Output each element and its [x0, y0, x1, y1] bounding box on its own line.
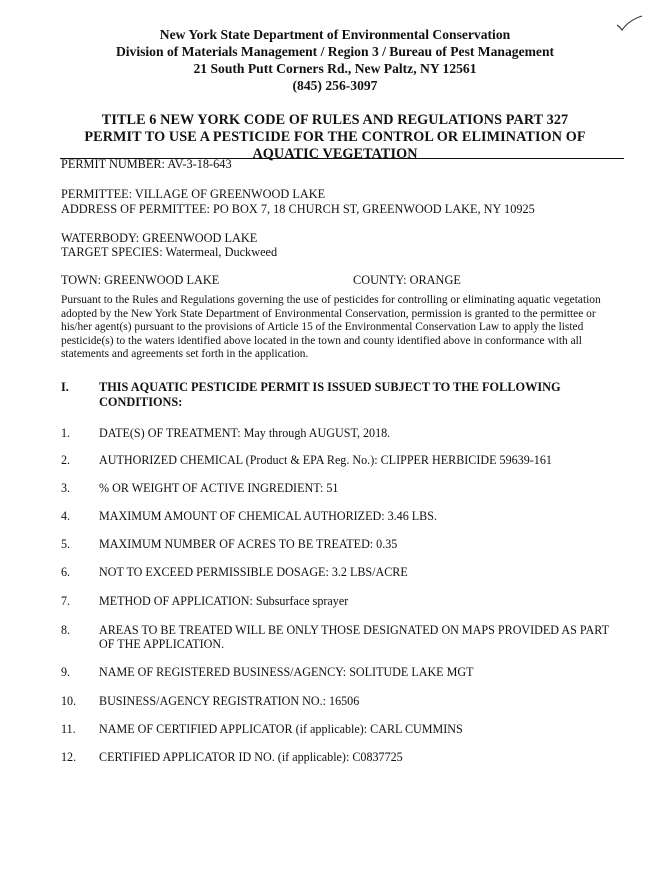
town: TOWN: GREENWOOD LAKE	[61, 273, 220, 287]
condition-number: 1.	[61, 426, 71, 440]
condition-text: MAXIMUM AMOUNT OF CHEMICAL AUTHORIZED: 3.46 LBS.	[99, 509, 437, 523]
header-line-phone: (845) 256-3097	[292, 78, 378, 93]
permit-number: PERMIT NUMBER: AV-3-18-643	[61, 157, 232, 171]
title-line-regulation: TITLE 6 NEW YORK CODE OF RULES AND REGULATIONS PART 327	[101, 112, 569, 128]
condition-text: NAME OF REGISTERED BUSINESS/AGENCY: SOLITUDE LAKE MGT	[99, 665, 474, 679]
condition-text: DATE(S) OF TREATMENT: May through AUGUST, 2018.	[99, 426, 391, 440]
condition-number: 7.	[61, 594, 71, 608]
condition-number: 11.	[61, 722, 76, 736]
header-line-division: Division of Materials Management / Region 3 / Bureau of Pest Management	[115, 44, 555, 59]
target-species: TARGET SPECIES: Watermeal, Duckweed	[61, 245, 278, 259]
condition-number: 6.	[61, 565, 71, 579]
agency-header	[40, 26, 630, 94]
title-line-vegetation: AQUATIC VEGETATION	[252, 146, 418, 162]
permittee-address: ADDRESS OF PERMITTEE: PO BOX 7, 18 CHURCH ST, GREENWOOD LAKE, NY 10925	[61, 202, 535, 216]
authorization-paragraph: Pursuant to the Rules and Regulations governing the use of pesticides for controlling or eliminating aquatic vegetation adopted by the New York State Department of Environmental Conservation, permission is granted to the permittee or his/her agent(s) pursuant to the provisions of Article 15 of the Environmental Conservation Law to apply the listed pesticide(s) to the waters identified above located in the town and county identified above in conformance with all statements and agreements set forth in the application.	[61, 294, 601, 361]
header-line-address: 21 South Putt Corners Rd., New Paltz, NY 12561	[193, 61, 477, 76]
condition-number: 4.	[61, 509, 71, 523]
condition-number: 10.	[61, 694, 77, 708]
section-heading: THIS AQUATIC PESTICIDE PERMIT IS ISSUED SUBJECT TO THE FOLLOWING CONDITIONS:	[99, 380, 561, 409]
condition-number: 5.	[61, 537, 71, 551]
condition-text: METHOD OF APPLICATION: Subsurface sprayer	[99, 594, 349, 608]
condition-text: AUTHORIZED CHEMICAL (Product & EPA Reg. No.): CLIPPER HERBICIDE 59639-161	[99, 453, 552, 467]
section-number: I.	[61, 380, 69, 394]
condition-text: CERTIFIED APPLICATOR ID NO. (if applicable): C0837725	[99, 750, 403, 764]
condition-number: 3.	[61, 481, 71, 495]
condition-text: NAME OF CERTIFIED APPLICATOR (if applicable): CARL CUMMINS	[99, 722, 463, 736]
permittee: PERMITTEE: VILLAGE OF GREENWOOD LAKE	[61, 187, 326, 201]
condition-number: 9.	[61, 665, 71, 679]
header-line-agency: New York State Department of Environmental Conservation	[159, 27, 511, 42]
waterbody: WATERBODY: GREENWOOD LAKE	[61, 231, 258, 245]
title-line-permit: PERMIT TO USE A PESTICIDE FOR THE CONTROL OR ELIMINATION OF	[84, 129, 586, 145]
condition-text: NOT TO EXCEED PERMISSIBLE DOSAGE: 3.2 LBS/ACRE	[99, 565, 408, 579]
condition-number: 8.	[61, 623, 71, 637]
condition-text: % OR WEIGHT OF ACTIVE INGREDIENT: 51	[99, 481, 339, 495]
condition-text: AREAS TO BE TREATED WILL BE ONLY THOSE DESIGNATED ON MAPS PROVIDED AS PART OF THE APPLICATION.	[99, 623, 609, 651]
condition-text: MAXIMUM NUMBER OF ACRES TO BE TREATED: 0.35	[99, 537, 398, 551]
condition-text: BUSINESS/AGENCY REGISTRATION NO.: 16506	[99, 694, 360, 708]
condition-number: 12.	[61, 750, 77, 764]
permit-title	[40, 112, 630, 163]
county: COUNTY: ORANGE	[353, 273, 461, 287]
condition-number: 2.	[61, 453, 71, 467]
